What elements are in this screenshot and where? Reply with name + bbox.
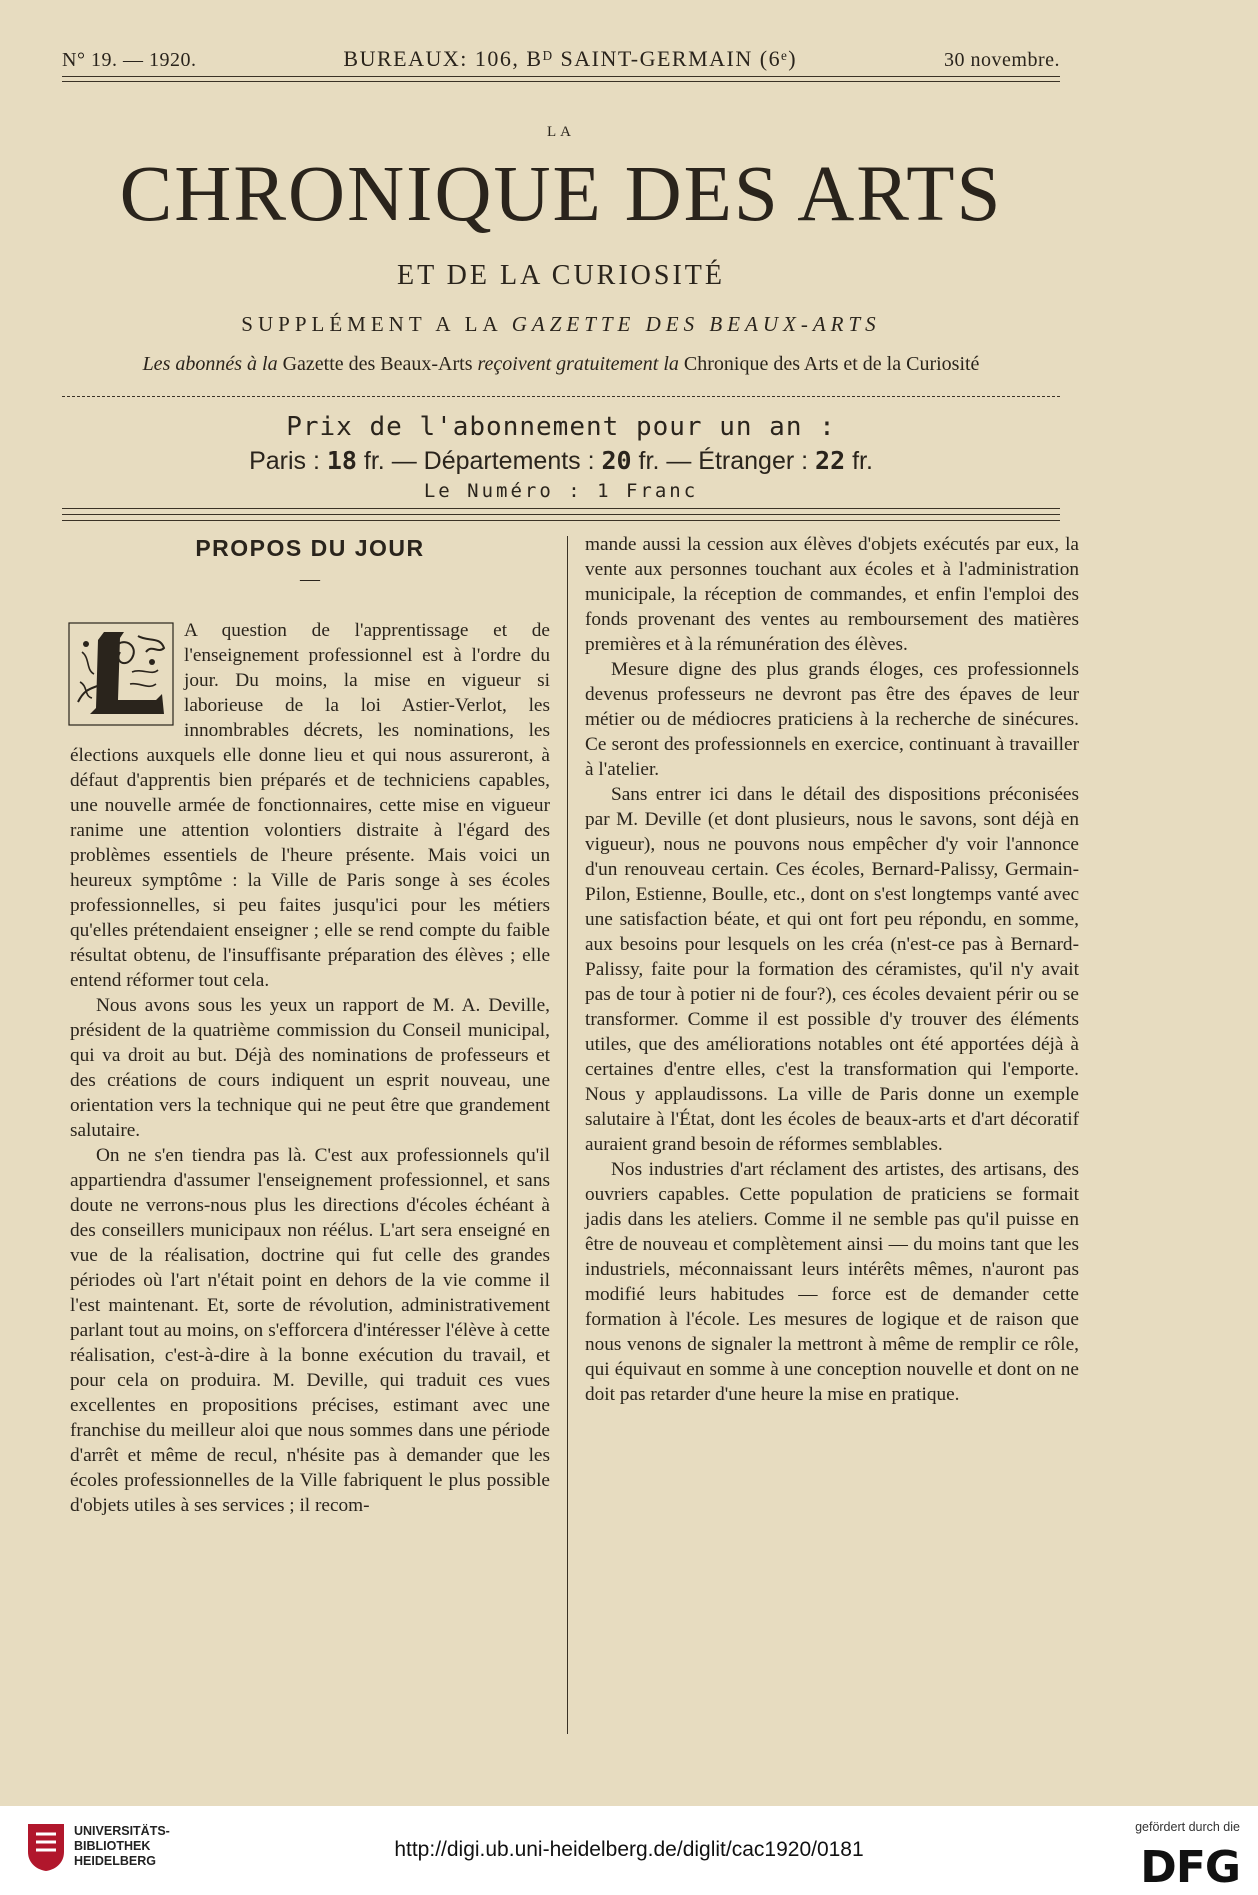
- masthead-title: CHRONIQUE DES ARTS: [119, 151, 1003, 238]
- single-issue-price: Le Numéro : 1 Franc: [423, 480, 699, 502]
- institution-line: BIBLIOTHEK: [74, 1839, 151, 1853]
- subscribers-note-d: Chronique des Arts et de la Curiosité: [683, 353, 980, 375]
- article-column-left: [70, 532, 550, 1518]
- currency-end: fr.: [845, 447, 873, 475]
- subscribers-note-b: Gazette des Beaux-Arts: [282, 353, 473, 375]
- masthead-article: LA: [547, 124, 575, 140]
- subscribers-note-c: reçoivent gratuitement la: [472, 353, 684, 375]
- article-paragraph: Nous avons sous les yeux un rapport de M. A. Deville, président de la quatrième commission du Conseil municipal, qui va droit au but. Déjà des nominations de professeurs et des créations de cours indiquent un esprit nouveau, une orientation vers la technique qui ne peut être que grandement salutaire.: [70, 995, 550, 1141]
- article-paragraph: Mesure digne des plus grands éloges, ces professionnels devenus professeurs ne devront pas être des épaves de leur métier ou de médiocres praticiens à la recherche de sinécures. Ce seront des professionnels en exercice, continuant à travailler à l'atelier.: [585, 659, 1079, 780]
- article-title: PROPOS DU JOUR: [195, 535, 425, 561]
- section-rule-2: [62, 514, 1060, 515]
- article-column-right: [585, 532, 1079, 1407]
- header-rule-bottom: [62, 81, 1060, 82]
- paris-label: Paris :: [249, 447, 327, 475]
- supplement-journal: GAZETTE DES BEAUX-ARTS: [511, 312, 881, 336]
- article-paragraph: mande aussi la cession aux élèves d'objets exécutés par eux, la vente aux personnes touchant aux écoles et à l'administration municipale, la réception de commandes, et enfin l'emploi des fonds provenant des ventes au remboursement des matières premières et à la rémunération des élèves.: [585, 534, 1079, 655]
- section-rule-3: [62, 520, 1060, 521]
- institution-line: UNIVERSITÄTS-: [74, 1824, 170, 1838]
- digitization-footer: [0, 1806, 1258, 1895]
- subscription-prices: [62, 446, 1060, 476]
- column-divider: [567, 536, 568, 1734]
- masthead-subtitle: ET DE LA CURIOSITÉ: [396, 260, 726, 291]
- supplement-prefix: SUPPLÉMENT A LA: [241, 312, 512, 336]
- etranger-price: 22: [815, 446, 846, 475]
- article-title-dash: —: [300, 568, 320, 590]
- subscribers-note-a: Les abonnés à la: [142, 353, 283, 375]
- office-address: BUREAUX: 106, Bᴰ SAINT-GERMAIN (6ᵉ): [343, 46, 798, 71]
- source-url-link[interactable]: http://digi.ub.uni-heidelberg.de/diglit/cac1920/0181: [394, 1838, 864, 1861]
- departements-price: 20: [601, 446, 632, 475]
- section-rule-1: [62, 508, 1060, 509]
- subscription-title: Prix de l'abonnement pour un an :: [286, 412, 836, 442]
- running-head: [62, 46, 1060, 72]
- issue-date: 30 novembre.: [944, 49, 1060, 71]
- article-paragraph: Sans entrer ici dans le détail des dispositions préconisées par M. Deville (et dont plusieurs, nous le savons, sont déjà en vigueur), nous ne pouvons nous empêcher d'y voir l'annonce d'un renouveau certain. Ces écoles, Bernard-Palissy, Germain-Pilon, Estienne, Boulle, etc., dont on s'est longtemps vanté avec une satisfaction béate, et qui ont fort peu répondu, en somme, aux besoins pour lesquels on les créa (n'est-ce pas à Bernard-Palissy, faite pour la formation des céramistes, qu'il n'y avait pas de tour à potier ni de four?), ces écoles devaient périr ou se transformer. Comme il est possible d'y trouver des éléments utiles, que des améliorations notables ont été apportées déjà à certaines d'entre elles, c'est la transformation qui l'emporte. Nous y applaudissons. La ville de Paris donne un exemple salutaire à l'État, dont les écoles de beaux-arts et d'art décoratif auraient grand besoin de réformes semblables.: [585, 784, 1079, 1155]
- masthead-dashed-rule: [62, 396, 1060, 397]
- header-rule-top: [62, 76, 1060, 77]
- paris-price: 18: [326, 446, 357, 475]
- departements-label: fr. — Départements :: [356, 447, 602, 475]
- article-paragraph: On ne s'en tiendra pas là. C'est aux professionnels qu'il appartiendra d'assumer l'enseignement professionnel, et sans doute ne verrons-nous plus les directions d'écoles échéant à des conseillers municipaux non réélus. L'art sera enseigné en vue de la réalisation, doctrine qui fut celle des grandes périodes où l'art n'était point en dehors de la vie comme il l'est maintenant. Et, sorte de révolution, administrativement parlant tout au moins, on s'efforcera d'intéresser l'élève à cette réalisation, c'est-à-dire à la bonne exécution du travail, et pour cela on produira. M. Deville, qui traduit ces vues excellentes en propositions précises, estimant avec une franchise du meilleur aloi que nous sommes dans une période d'arrêt et même de recul, n'hésite pas à demander que les écoles professionnelles de la Ville fabriquent le plus possible d'objets utiles à ses services ; il recom-: [70, 1145, 550, 1516]
- subscribers-note: [62, 353, 1060, 376]
- dfg-logo-icon: DFG: [1140, 1842, 1240, 1893]
- institution-line: HEIDELBERG: [74, 1854, 156, 1868]
- article-paragraph: Nos industries d'art réclament des artistes, des artisans, des ouvriers capables. Cette population de praticiens se formait jadis dans les ateliers. Comme il ne semble pas qu'il puisse en être de nouveau et complètement ainsi — du moins tant que les industriels, méconnaissant leurs intérêts mêmes, n'auront pas modifié leurs habitudes — force est de demander cette formation à l'école. Les mesures de logique et de raison que nous venons de signaler la mettront à même de remplir ce rôle, qui équivaut en somme à une conception nouvelle et dont on ne doit pas retarder d'une heure la mise en pratique.: [585, 1159, 1079, 1405]
- ornamental-dropcap-l-icon: [68, 622, 174, 726]
- issue-number: N° 19. — 1920.: [62, 49, 197, 71]
- article-paragraph: A question de l'apprentissage et de l'enseignement professionnel est à l'ordre du jour. Du moins, la mise en vigueur si laborieuse de la loi Astier-Verlot, les innombrables décrets, les nominations, les élections auxquels elle donne lieu et qui nous assureront, à défaut d'apprentis bien préparés et de techniciens capables, une nouvelle armée de fonctionnaires, cette mise en vigueur ranime une attention volontiers distraite à l'égard des problèmes essentiels de l'heure présente. Mais voici un heureux symptôme : la Ville de Paris songe à ses écoles professionnelles, si peu faites jusqu'ici pour les métiers qu'elles prétendaient enseigner ; elle se rend compte du faible résultat obtenu, de l'insuffisante préparation des élèves ; elle entend réformer tout cela.: [70, 620, 550, 991]
- masthead-supplement: [62, 312, 1060, 337]
- etranger-label: fr. — Étranger :: [631, 447, 816, 475]
- sponsor-label: gefördert durch die: [1135, 1820, 1240, 1834]
